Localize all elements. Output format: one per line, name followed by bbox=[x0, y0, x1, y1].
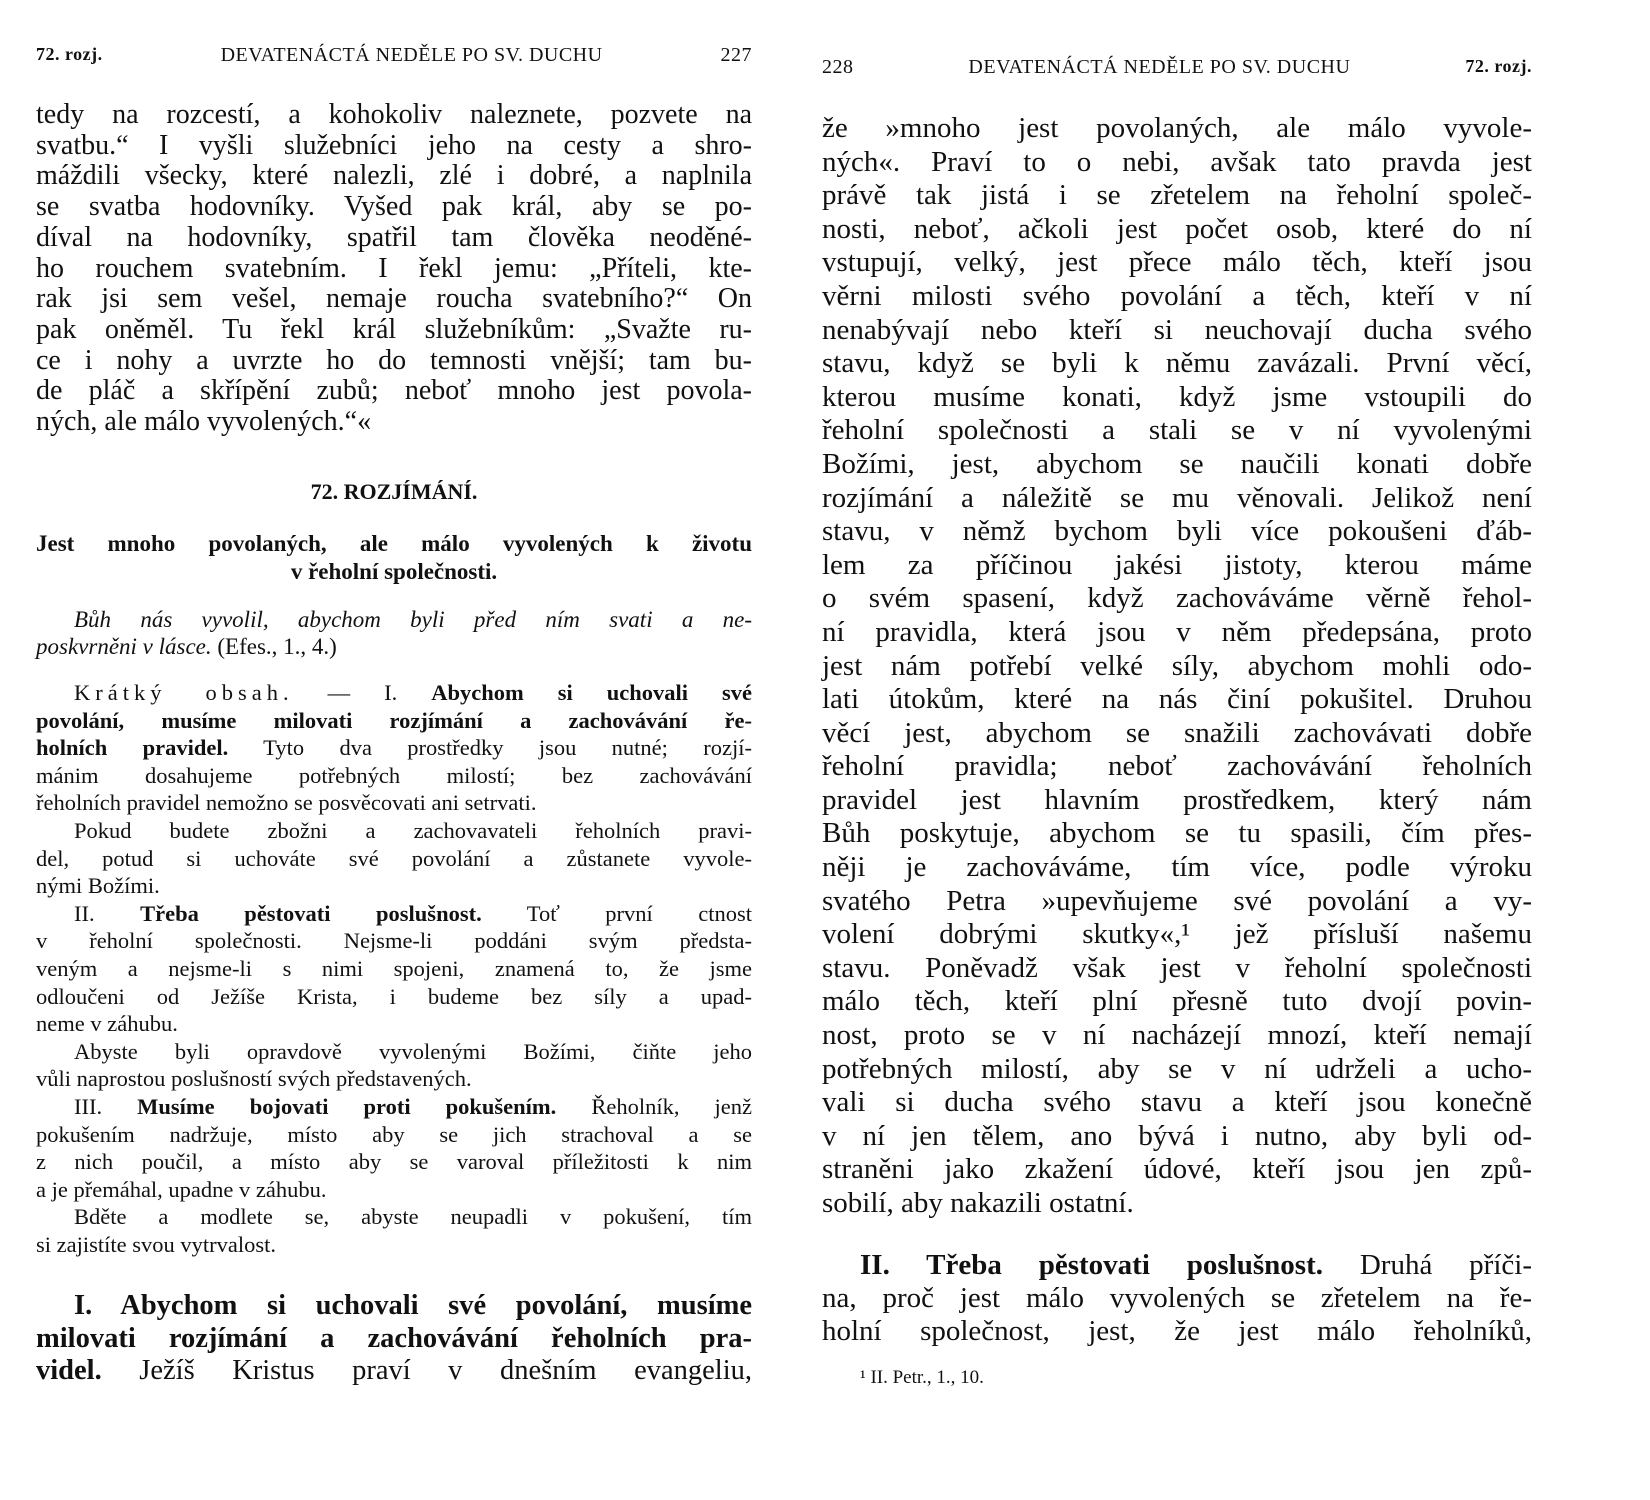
text-line bbox=[822, 817, 1532, 851]
text-segment: právě tak jistá i se zřetelem na řeholní společ- bbox=[822, 179, 1532, 212]
text-line bbox=[822, 717, 1532, 751]
text-line bbox=[822, 549, 1532, 583]
meditation-subtitle bbox=[36, 530, 752, 586]
text-line bbox=[822, 985, 1532, 1019]
text-segment: de pláč a skřípění zubů; neboť mnoho jest povola- bbox=[36, 375, 752, 407]
text-segment: holních pravidel. bbox=[36, 735, 229, 761]
text-segment: II. Třeba pěstovati poslušnost. bbox=[860, 1249, 1323, 1281]
text-line bbox=[36, 955, 752, 983]
text-segment: — I. bbox=[293, 680, 432, 705]
text-segment: pravidel jest hlavním prostředkem, který nám bbox=[822, 783, 1532, 816]
text-segment: Jest mnoho povolaných, ale málo vyvolených k životu bbox=[36, 531, 752, 556]
text-line bbox=[36, 530, 752, 558]
text-segment: povolání, musíme milovati rozjímání a zachovávání ře- bbox=[36, 707, 752, 733]
text-segment: stavu. Poněvadž však jest v řeholní společnosti bbox=[822, 951, 1532, 984]
text-segment: lati útokům, které na nás činí pokušitel. Druhou bbox=[822, 683, 1532, 716]
gospel-text bbox=[36, 100, 752, 438]
text-line bbox=[36, 192, 752, 223]
text-segment: něji je zachováváme, tím více, podle výroku bbox=[822, 851, 1532, 884]
text-segment: odloučeni od Ježíše Krista, i budeme bez síly a upad- bbox=[36, 983, 752, 1009]
text-segment: ní pravidla, která jsou v něm předepsána, proto bbox=[822, 615, 1532, 648]
text-segment: Bděte a modlete se, abyste neupadli v pokušení, tím bbox=[74, 1204, 752, 1230]
text-segment: si zajistíte svou vytrvalost. bbox=[36, 1231, 276, 1257]
text-line bbox=[36, 679, 752, 707]
text-segment: kterou musíme konati, když jsme vstoupili do bbox=[822, 380, 1532, 413]
text-line bbox=[822, 347, 1532, 381]
text-segment: volení dobrými skutky«,¹ jež přísluší našemu bbox=[822, 918, 1532, 951]
text-segment: věcí jest, abychom se snažili zachovávati dobře bbox=[822, 716, 1532, 749]
text-line bbox=[36, 1290, 752, 1323]
header-title: DEVATENÁCTÁ NEDĚLE PO SV. DUCHU bbox=[220, 44, 603, 66]
text-segment: potřebných milostí, aby se v ní udrželi a ucho- bbox=[822, 1052, 1532, 1085]
text-segment: rak jsi sem vešel, nemaje roucha svatebního?“ On bbox=[36, 283, 752, 315]
body-text bbox=[822, 112, 1532, 1221]
text-segment: stavu, v němž bychom byli více pokoušeni ďáb- bbox=[822, 515, 1532, 548]
motto-quote bbox=[36, 606, 752, 660]
text-segment: ¹ II. Petr., 1., 10. bbox=[860, 1367, 984, 1388]
text-line bbox=[822, 314, 1532, 348]
meditation-title bbox=[36, 478, 752, 506]
text-line bbox=[822, 750, 1532, 784]
text-segment: věrni milosti svého povolání a těch, kteří v ní bbox=[822, 279, 1532, 312]
footnote bbox=[822, 1366, 1532, 1390]
text-line bbox=[822, 1086, 1532, 1120]
text-segment: Božími, jest, abychom se naučili konati dobře bbox=[822, 447, 1532, 480]
text-segment: lem za příčinou jakési jistoty, kterou máme bbox=[822, 548, 1532, 581]
text-line bbox=[36, 789, 752, 817]
text-segment: mánim dosahujeme potřebných milostí; bez zachovávání bbox=[36, 762, 752, 788]
text-line bbox=[822, 851, 1532, 885]
text-line bbox=[822, 414, 1532, 448]
text-line bbox=[36, 707, 752, 735]
text-line bbox=[822, 1282, 1532, 1315]
text-segment: Bůh poskytuje, abychom se tu spasili, čím přes- bbox=[822, 817, 1532, 850]
text-line bbox=[36, 315, 752, 346]
text-line bbox=[36, 900, 752, 928]
text-segment: řeholních pravidel nemožno se posvěcovati ani setrvati. bbox=[36, 790, 537, 816]
text-line bbox=[822, 515, 1532, 549]
text-segment: jest nám potřebí velké síly, abychom mohli odo- bbox=[822, 649, 1532, 682]
text-line bbox=[822, 616, 1532, 650]
text-line bbox=[822, 1153, 1532, 1187]
text-segment: videl. bbox=[36, 1355, 102, 1386]
text-segment: se svatba hodovníky. Vyšed pak král, aby se po- bbox=[36, 191, 752, 223]
text-line bbox=[822, 146, 1532, 180]
text-segment: nosti, neboť, ačkoli jest počet osob, které do ní bbox=[822, 212, 1532, 245]
text-line bbox=[36, 606, 752, 633]
text-line bbox=[36, 1010, 752, 1038]
text-line bbox=[36, 161, 752, 192]
text-line bbox=[822, 1019, 1532, 1053]
text-line bbox=[36, 407, 752, 438]
text-line bbox=[36, 983, 752, 1011]
text-line bbox=[36, 845, 752, 873]
text-segment: nými Božími. bbox=[36, 873, 160, 899]
text-line bbox=[36, 1121, 752, 1149]
text-segment: Abychom si uchovali své bbox=[431, 680, 752, 705]
text-line bbox=[36, 284, 752, 315]
text-line bbox=[822, 1315, 1532, 1348]
text-line bbox=[36, 131, 752, 162]
text-segment: v ní jen tělem, ano bývá i nutno, aby byli od- bbox=[822, 1119, 1532, 1152]
text-segment: Třeba pěstovati poslušnost. bbox=[140, 900, 482, 926]
text-segment: I. Abychom si uchovali své povolání, musíme bbox=[74, 1290, 752, 1321]
text-segment: Krátký obsah. bbox=[74, 680, 294, 705]
page-number: 228 bbox=[822, 56, 854, 78]
text-segment: řeholní pravidla; neboť zachovávání řeholních bbox=[822, 750, 1532, 783]
text-segment: Bůh nás vyvolil, abychom byli před ním svati a ne- bbox=[74, 607, 752, 632]
text-line bbox=[36, 1203, 752, 1231]
text-line bbox=[822, 482, 1532, 516]
text-segment: vůli naprostou poslušností svých představených. bbox=[36, 1066, 472, 1092]
text-segment: ných«. Praví to o nebi, avšak tato pravda jest bbox=[822, 145, 1532, 178]
text-segment: II. bbox=[74, 900, 141, 926]
text-line bbox=[822, 448, 1532, 482]
text-line bbox=[36, 346, 752, 377]
text-segment: poskvrněni v lásce. bbox=[36, 634, 212, 659]
text-line bbox=[36, 254, 752, 285]
text-line bbox=[36, 478, 752, 506]
text-segment: stavu, když se byli k němu zavázali. První věcí, bbox=[822, 347, 1532, 380]
text-segment: pokušením nadržuje, místo aby se jich strachoval a se bbox=[36, 1121, 752, 1147]
text-segment: vali si ducha svého stavu a kteří jsou konečně bbox=[822, 1086, 1532, 1119]
text-line bbox=[822, 280, 1532, 314]
text-segment: tedy na rozcestí, a kohokoliv naleznete, pozvete na bbox=[36, 99, 752, 130]
text-segment: Musíme bojovati proti pokušením. bbox=[137, 1093, 557, 1119]
text-line bbox=[36, 1176, 752, 1204]
text-line bbox=[36, 1355, 752, 1388]
text-segment: vstupují, velký, jest přece málo těch, kteří jsou bbox=[822, 246, 1532, 279]
text-segment: rozjímání a náležitě se mu věnovali. Jelikož není bbox=[822, 481, 1532, 514]
text-line bbox=[822, 1187, 1532, 1221]
text-line bbox=[822, 1366, 1532, 1390]
text-segment: sobilí, aby nakazili ostatní. bbox=[822, 1187, 1134, 1219]
text-line bbox=[822, 381, 1532, 415]
section-two bbox=[822, 1249, 1532, 1348]
text-line bbox=[36, 100, 752, 131]
section-one bbox=[36, 1290, 752, 1388]
text-line bbox=[822, 582, 1532, 616]
text-segment: (Efes., 1., 4.) bbox=[211, 634, 337, 659]
text-segment: ných, ale málo vyvolených.“« bbox=[36, 406, 372, 438]
text-segment: ce i nohy a uvrzte ho do temnosti vnější; tam bu- bbox=[36, 344, 752, 376]
text-line bbox=[822, 784, 1532, 818]
text-segment: veným a nejsme-li s nimi spojeni, znamená to, že jsme bbox=[36, 955, 752, 981]
text-segment: III. bbox=[74, 1093, 138, 1119]
text-line bbox=[36, 633, 752, 660]
text-segment: Druhá příči- bbox=[1322, 1249, 1532, 1281]
text-segment: nost, proto se v ní nacházejí mnozí, kteří nemají bbox=[822, 1019, 1532, 1052]
text-line bbox=[822, 918, 1532, 952]
header-title: DEVATENÁCTÁ NEDĚLE PO SV. DUCHU bbox=[968, 56, 1351, 78]
text-line bbox=[822, 683, 1532, 717]
text-segment: málo těch, kteří plní přesně tuto dvojí povin- bbox=[822, 985, 1532, 1018]
text-segment: na, proč jest málo vyvolených se zřetelem na ře- bbox=[822, 1282, 1532, 1314]
running-header bbox=[822, 56, 1532, 79]
text-line bbox=[36, 927, 752, 955]
text-segment: v řeholní společnosti. bbox=[290, 559, 498, 584]
running-header bbox=[36, 44, 752, 67]
text-line bbox=[822, 213, 1532, 247]
text-segment: 72. ROZJÍMÁNÍ. bbox=[310, 479, 478, 504]
summary bbox=[36, 679, 752, 1258]
text-line bbox=[36, 558, 752, 586]
text-line bbox=[36, 1231, 752, 1259]
text-line bbox=[36, 817, 752, 845]
text-segment: z nich poučil, a místo aby se varoval příležitosti k nim bbox=[36, 1149, 752, 1175]
text-line bbox=[822, 246, 1532, 280]
text-segment: Abyste byli opravdově vyvolenými Božími, čiňte jeho bbox=[74, 1038, 752, 1064]
text-line bbox=[36, 762, 752, 790]
text-segment: že »mnoho jest povolaných, ale málo vyvole- bbox=[822, 112, 1532, 144]
text-segment: Toť první ctnost bbox=[481, 900, 752, 926]
text-line bbox=[36, 734, 752, 762]
text-segment: Ježíš Kristus praví v dnešním evangeliu, bbox=[101, 1355, 752, 1386]
text-line bbox=[36, 1148, 752, 1176]
text-line bbox=[822, 1249, 1532, 1282]
text-line bbox=[36, 223, 752, 254]
text-line bbox=[36, 1323, 752, 1356]
text-line bbox=[822, 1120, 1532, 1154]
text-line bbox=[36, 1065, 752, 1093]
text-segment: holní společnost, jest, že jest málo řeholníků, bbox=[822, 1315, 1532, 1347]
text-segment: svatého Petra »upevňujeme své povolání a vy- bbox=[822, 884, 1532, 917]
text-line bbox=[36, 1093, 752, 1121]
text-line bbox=[822, 112, 1532, 146]
text-segment: o svém spasení, když zachováváme věrně řehol- bbox=[822, 582, 1532, 615]
text-line bbox=[822, 179, 1532, 213]
text-segment: ho rouchem svatebním. I řekl jemu: „Příteli, kte- bbox=[36, 252, 752, 284]
text-line bbox=[36, 872, 752, 900]
text-segment: a je přemáhal, upadne v záhubu. bbox=[36, 1176, 327, 1202]
text-segment: díval na hodovníky, spatřil tam člověka neoděné- bbox=[36, 221, 752, 253]
text-segment: řeholní společnosti a stali se v ní vyvolenými bbox=[822, 414, 1532, 447]
page-number: 227 bbox=[720, 44, 752, 66]
text-line bbox=[822, 650, 1532, 684]
text-segment: máždili všecky, které nalezli, zlé i dobré, a naplnila bbox=[36, 160, 752, 192]
text-segment: svatbu.“ I vyšli služebníci jeho na cesty a shro- bbox=[36, 129, 752, 161]
text-segment: del, potud si uchováte své povolání a zůstanete vyvole- bbox=[36, 845, 752, 871]
chapter-label: 72. rozj. bbox=[1465, 56, 1532, 76]
text-segment: Tyto dva prostředky jsou nutné; rozjí- bbox=[228, 735, 752, 761]
text-line bbox=[822, 952, 1532, 986]
text-segment: Pokud budete zbožni a zachovavateli řeholních pravi- bbox=[74, 817, 752, 843]
text-segment: milovati rozjímání a zachovávání řeholních pra- bbox=[36, 1322, 752, 1354]
text-segment: pak oněměl. Tu řekl král služebníkům: „Svažte ru- bbox=[36, 313, 752, 345]
text-segment: nenabývají nebo kteří si neuchovají ducha svého bbox=[822, 313, 1532, 346]
text-segment: Řeholník, jenž bbox=[556, 1093, 752, 1119]
chapter-label: 72. rozj. bbox=[36, 44, 103, 64]
text-segment: straněni jako zkažení údové, kteří jsou jen způ- bbox=[822, 1153, 1532, 1186]
text-line bbox=[36, 1038, 752, 1066]
text-segment: v řeholní společnosti. Nejsme-li poddáni svým předsta- bbox=[36, 928, 752, 954]
text-line bbox=[36, 376, 752, 407]
text-line bbox=[822, 885, 1532, 919]
text-line bbox=[822, 1053, 1532, 1087]
text-segment: neme v záhubu. bbox=[36, 1011, 178, 1037]
